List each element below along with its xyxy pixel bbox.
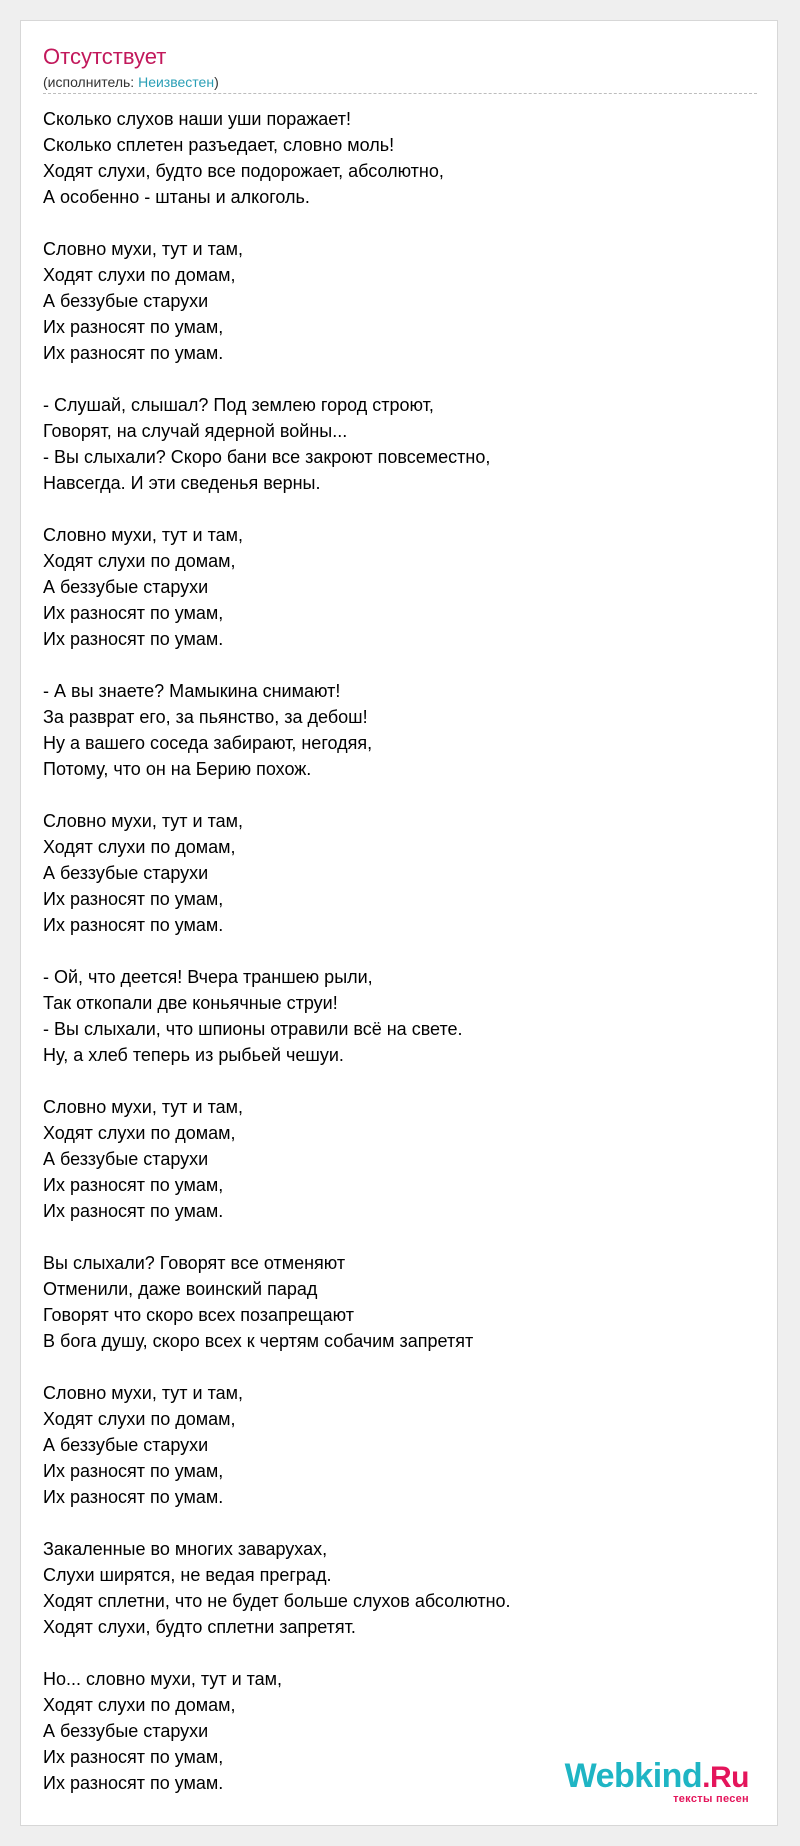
lyrics-line: - Вы слыхали, что шпионы отравили всё на свете. <box>43 1019 463 1039</box>
lyrics-line: Говорят что скоро всех позапрещают <box>43 1305 355 1325</box>
lyrics-line: А беззубые старухи <box>43 1435 209 1455</box>
lyrics-line: Их разносят по умам. <box>43 915 224 935</box>
lyrics-line: - Слушай, слышал? Под землею город строют, <box>43 395 434 415</box>
lyrics-line: - Ой, что деется! Вчера траншею рыли, <box>43 967 373 987</box>
lyrics-stanza <box>43 236 743 366</box>
lyrics-stanza <box>43 392 743 496</box>
lyrics-stanza <box>43 1380 743 1510</box>
lyrics-line: Так откопали две коньячные струи! <box>43 993 338 1013</box>
lyrics-line: Ну а вашего соседа забирают, негодяя, <box>43 733 373 753</box>
lyrics-line: Их разносят по умам, <box>43 1747 224 1767</box>
lyrics-line: Ходят слухи, будто все подорожает, абсолютно, <box>43 161 444 181</box>
lyrics-line: Слухи ширятся, не ведая преград. <box>43 1565 332 1585</box>
lyrics-line: Ходят слухи по домам, <box>43 265 236 285</box>
lyrics-body <box>43 106 743 1822</box>
lyrics-stanza <box>43 1094 743 1224</box>
site-logo[interactable] <box>565 1759 749 1805</box>
lyrics-line: Словно мухи, тут и там, <box>43 811 244 831</box>
lyrics-line: Ходят слухи по домам, <box>43 1123 236 1143</box>
lyrics-line: За разврат его, за пьянство, за дебош! <box>43 707 368 727</box>
lyrics-line: - А вы знаете? Мамыкина снимают! <box>43 681 341 701</box>
lyrics-line: Ходят слухи по домам, <box>43 1695 236 1715</box>
lyrics-line: Их разносят по умам. <box>43 1201 224 1221</box>
lyrics-line: Потому, что он на Берию похож. <box>43 759 312 779</box>
artist-suffix: ) <box>214 74 219 90</box>
lyrics-line: Их разносят по умам. <box>43 343 224 363</box>
lyrics-line: Их разносят по умам, <box>43 1175 224 1195</box>
logo-tld: .Ru <box>702 1761 749 1794</box>
lyrics-stanza <box>43 1250 743 1354</box>
lyrics-line: Ходят слухи по домам, <box>43 837 236 857</box>
lyrics-line: Говорят, на случай ядерной войны... <box>43 421 348 441</box>
artist-link[interactable]: Неизвестен <box>138 74 215 90</box>
song-title: Отсутствует <box>43 44 167 69</box>
lyrics-line: Ходят слухи по домам, <box>43 551 236 571</box>
artist-line <box>43 74 219 90</box>
lyrics-line: Их разносят по умам, <box>43 603 224 623</box>
lyrics-stanza <box>43 808 743 938</box>
lyrics-stanza <box>43 106 743 210</box>
lyrics-line: Их разносят по умам. <box>43 1487 224 1507</box>
lyrics-line: Ходят слухи по домам, <box>43 1409 236 1429</box>
lyrics-line: Сколько слухов наши уши поражает! <box>43 109 351 129</box>
lyrics-line: А особенно - штаны и алкоголь. <box>43 187 310 207</box>
lyrics-line: Ну, а хлеб теперь из рыбьей чешуи. <box>43 1045 344 1065</box>
lyrics-line: Их разносят по умам, <box>43 1461 224 1481</box>
lyrics-line: Их разносят по умам. <box>43 629 224 649</box>
logo-wordmark <box>565 1759 749 1795</box>
lyrics-line: А беззубые старухи <box>43 1721 209 1741</box>
lyrics-line: Сколько сплетен разъедает, словно моль! <box>43 135 395 155</box>
lyrics-line: Их разносят по умам, <box>43 317 224 337</box>
lyrics-line: А беззубые старухи <box>43 577 209 597</box>
lyrics-line: Навсегда. И эти сведенья верны. <box>43 473 321 493</box>
lyrics-line: Словно мухи, тут и там, <box>43 525 244 545</box>
header-divider <box>43 93 757 94</box>
lyrics-stanza <box>43 1536 743 1640</box>
lyrics-line: Вы слыхали? Говорят все отменяют <box>43 1253 346 1273</box>
lyrics-line: Но... словно мухи, тут и там, <box>43 1669 283 1689</box>
lyrics-line: Ходят сплетни, что не будет больше слухов абсолютно. <box>43 1591 511 1611</box>
lyrics-line: А беззубые старухи <box>43 863 209 883</box>
lyrics-stanza <box>43 964 743 1068</box>
lyrics-line: Словно мухи, тут и там, <box>43 1383 244 1403</box>
lyrics-stanza <box>43 522 743 652</box>
lyrics-line: Словно мухи, тут и там, <box>43 239 244 259</box>
lyrics-line: В бога душу, скоро всех к чертям собачим запретят <box>43 1331 474 1351</box>
logo-name: Webkind <box>564 1757 703 1795</box>
lyrics-line: - Вы слыхали? Скоро бани все закроют повсеместно, <box>43 447 491 467</box>
lyrics-line: Их разносят по умам. <box>43 1773 224 1793</box>
logo-tagline: тексты песен <box>673 1793 749 1805</box>
lyrics-line: Закаленные во многих заварухах, <box>43 1539 328 1559</box>
lyrics-stanza <box>43 678 743 782</box>
artist-prefix: (исполнитель: <box>43 74 139 90</box>
lyrics-page <box>20 20 778 1826</box>
lyrics-line: Ходят слухи, будто сплетни запретят. <box>43 1617 356 1637</box>
lyrics-line: Словно мухи, тут и там, <box>43 1097 244 1117</box>
lyrics-line: А беззубые старухи <box>43 1149 209 1169</box>
lyrics-line: Отменили, даже воинский парад <box>43 1279 318 1299</box>
lyrics-line: А беззубые старухи <box>43 291 209 311</box>
lyrics-line: Их разносят по умам, <box>43 889 224 909</box>
